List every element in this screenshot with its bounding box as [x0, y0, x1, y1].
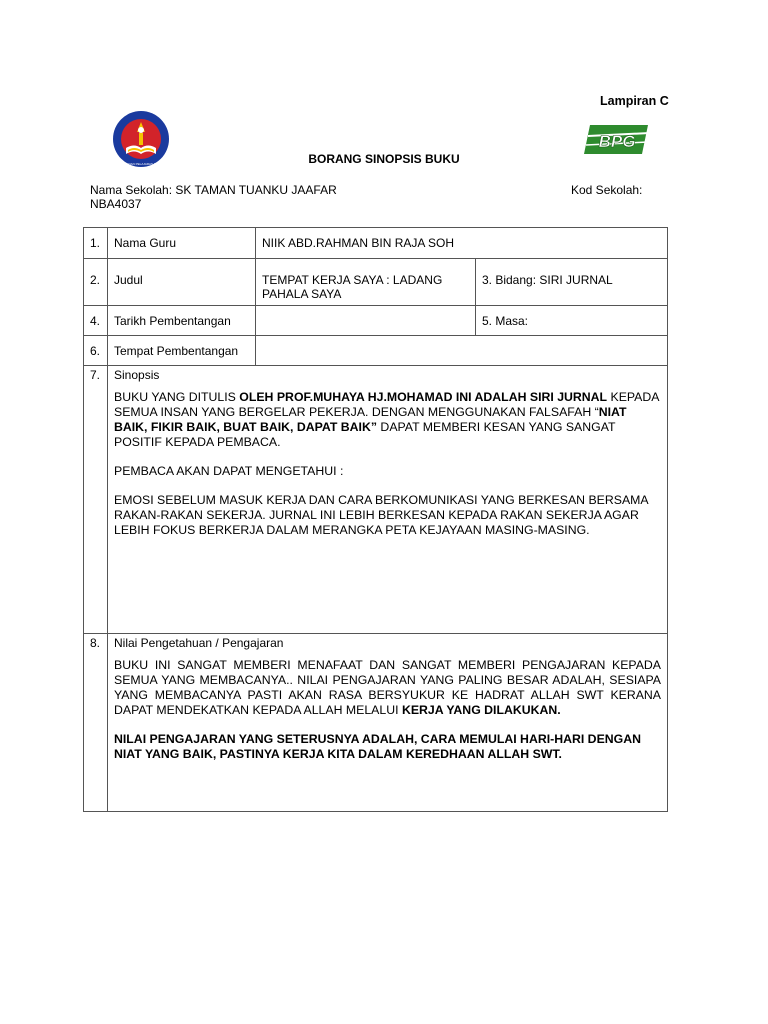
- form-row-synopsis: [84, 366, 668, 634]
- field-value-date[interactable]: [256, 306, 476, 336]
- form-row-values: [84, 634, 668, 812]
- field-label-teacher: Nama Guru: [108, 228, 256, 259]
- school-name-line2: NBA4037: [90, 197, 142, 211]
- field-value-teacher[interactable]: NIIK ABD.RAHMAN BIN RAJA SOH: [256, 228, 668, 259]
- synopsis-paragraph-1: BUKU YANG DITULIS OLEH PROF.MUHAYA HJ.MOHAMAD INI ADALAH SIRI JURNAL KEPADA SEMUA INSAN YANG BERGELAR PEKERJA. DENGAN MENGGUNAKAN FALSAFAH “NIAT BAIK, FIKIR BAIK, BUAT BAIK, DAPAT BAIK” DAPAT MEMBERI KESAN YANG SANGAT POSITIF KEPADA PEMBACA.: [114, 390, 659, 449]
- bpg-logo-text: BPG: [598, 132, 636, 151]
- synopsis-form-table: [83, 227, 668, 812]
- row-number: 2.: [84, 259, 108, 306]
- row-number: 4.: [84, 306, 108, 336]
- form-row-venue: [84, 336, 668, 366]
- field-category[interactable]: 3. Bidang: SIRI JURNAL: [476, 259, 668, 306]
- row-number: 7.: [84, 366, 108, 634]
- school-name-line1: Nama Sekolah: SK TAMAN TUANKU JAAFAR: [90, 183, 337, 197]
- row-number: 8.: [84, 634, 108, 812]
- values-label: Nilai Pengetahuan / Pengajaran: [114, 636, 284, 650]
- row-number: 6.: [84, 336, 108, 366]
- field-value-title[interactable]: TEMPAT KERJA SAYA : LADANG PAHALA SAYA: [256, 259, 476, 306]
- field-label-title: Judul: [108, 259, 256, 306]
- row-number: 1.: [84, 228, 108, 259]
- field-value-venue[interactable]: [256, 336, 668, 366]
- values-paragraph-1: BUKU INI SANGAT MEMBERI MENAFAAT DAN SANGAT MEMBERI PENGAJARAN KEPADA SEMUA YANG MEMBACANYA.. NILAI PENGAJARAN YANG PALING BESAR ADALAH, SESIAPA YANG MEMBACANYA PASTI AKAN RASA BERSYUKUR KE HADRAT ALLAH SWT KERANA DAPAT MENDEKATKAN KEPADA ALLAH MELALUI KERJA YANG DILAKUKAN.: [114, 658, 662, 717]
- synopsis-paragraph-2: PEMBACA AKAN DAPAT MENGETAHUI :: [114, 464, 344, 478]
- synopsis-paragraph-3: EMOSI SEBELUM MASUK KERJA DAN CARA BERKOMUNIKASI YANG BERKESAN BERSAMA RAKAN-RAKAN SEKERJA. JURNAL INI LEBIH BERKESAN KEPADA RAKAN SEKERJA AGAR LEBIH FOKUS BERKERJA DALAM MERANGKA PETA KEJAYAAN MASING-MASING.: [114, 493, 648, 537]
- field-time[interactable]: 5. Masa:: [476, 306, 668, 336]
- field-label-date: Tarikh Pembentangan: [108, 306, 256, 336]
- school-code-label: Kod Sekolah:: [571, 183, 643, 197]
- form-row-date: [84, 306, 668, 336]
- synopsis-cell[interactable]: [108, 366, 668, 634]
- values-paragraph-2: NILAI PENGAJARAN YANG SETERUSNYA ADALAH, CARA MEMULAI HARI-HARI DENGAN NIAT YANG BAIK, PASTINYA KERJA KITA DALAM KEREDHAAN ALLAH SWT.: [114, 732, 641, 761]
- page-title: BORANG SINOPSIS BUKU: [308, 152, 460, 166]
- form-row-title: [84, 259, 668, 306]
- school-name: [90, 183, 337, 211]
- field-label-venue: Tempat Pembentangan: [108, 336, 256, 366]
- synopsis-label: Sinopsis: [114, 368, 160, 382]
- kpm-logo-ring-text: KEMENTERIAN PELAJARAN MALAYSIA: [113, 162, 169, 166]
- values-cell[interactable]: [108, 634, 668, 812]
- lampiran-label: Lampiran C: [600, 94, 669, 108]
- form-row-teacher: [84, 228, 668, 259]
